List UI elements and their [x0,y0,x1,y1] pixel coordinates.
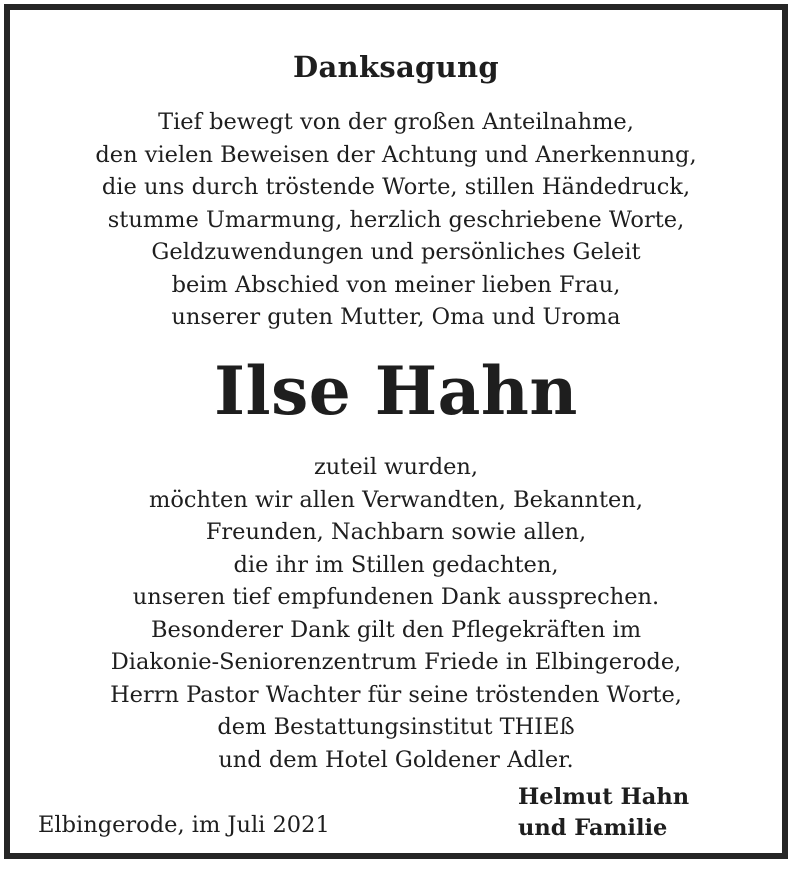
intro-line: den vielen Beweisen der Achtung und Anerkennung, [95,141,697,168]
thanks-line: und dem Hotel Goldener Adler. [218,746,574,773]
notice-frame [4,4,788,859]
place-date: Elbingerode, im Juli 2021 [38,812,330,838]
intro-line: stumme Umarmung, herzlich geschriebene Worte, [107,206,685,233]
thanks-line: zuteil wurden, [313,454,479,480]
intro-line: Geldzuwendungen und persönliches Geleit [151,239,641,265]
intro-line: Tief bewegt von der großen Anteilnahme, [158,109,634,135]
thanks-line: Freunden, Nachbarn sowie allen, [205,519,587,545]
thanks-line: Besonderer Dank gilt den Pflegekräften im [150,616,642,643]
intro-line: die uns durch tröstende Worte, stillen Händedruck, [101,174,691,200]
thanks-line: unseren tief empfundenen Dank aussprechen. [132,584,660,610]
signature [518,782,689,844]
intro-paragraph [10,106,782,334]
deceased-name: Ilse Hahn [214,352,578,430]
notice-heading: Danksagung [293,50,499,84]
signature-line: Helmut Hahn [518,784,690,810]
signature-line: und Familie [518,815,668,841]
intro-line: beim Abschied von meiner lieben Frau, [171,271,621,298]
thanks-line: Diakonie-Seniorenzentrum Friede in Elbingerode, [110,649,682,675]
intro-line: unserer guten Mutter, Oma und Uroma [171,304,621,330]
thanks-line: die ihr im Stillen gedachten, [233,551,559,578]
thanks-line: möchten wir allen Verwandten, Bekannten, [149,486,643,513]
thanks-line: dem Bestattungsinstitut THIEß [217,714,575,740]
thanks-paragraph [10,451,782,776]
thanks-line: Herrn Pastor Wachter für seine tröstenden Worte, [110,681,682,708]
